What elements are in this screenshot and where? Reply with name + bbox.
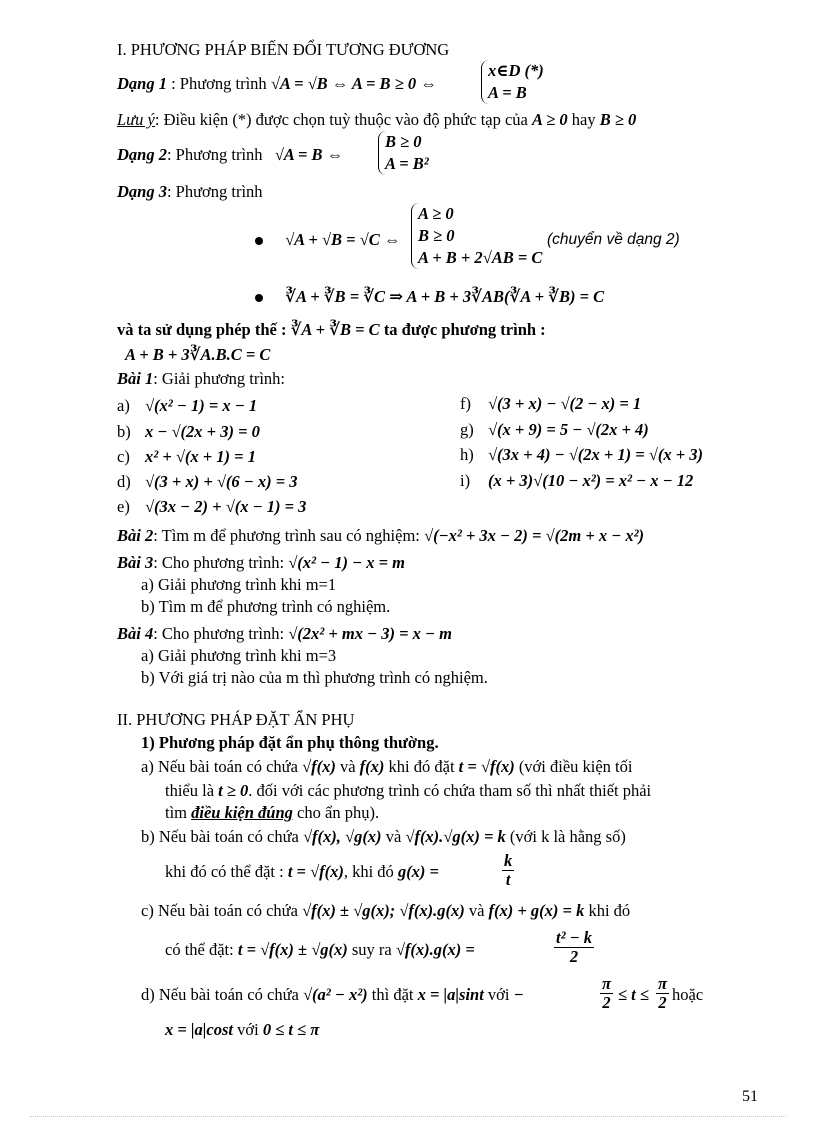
section2-c-text1: c) Nếu bài toán có chứa — [141, 901, 303, 920]
section2-c-line2-text: có thể đặt: — [165, 940, 238, 959]
bai1-item-d — [117, 472, 298, 492]
section2-b-text1: b) Nếu bài toán có chứa — [141, 827, 303, 846]
bai1-item-b-formula: x − √(2x + 3) = 0 — [145, 422, 260, 441]
bai4-label: Bài 4 — [117, 624, 154, 643]
bai1-item-f-key: f) — [460, 394, 471, 413]
section2-a-line2-formula: t ≥ 0 — [218, 781, 249, 800]
bai1-item-c-key: c) — [117, 447, 130, 466]
bai4-text: : Cho phương trình: — [153, 624, 289, 643]
section2-c-frac-num: t² − k — [556, 928, 593, 947]
bai1-item-e-key: e) — [117, 497, 130, 516]
bai3-item-a: a) Giải phương trình khi m=1 — [141, 575, 337, 594]
section2-d-line2-text: với — [233, 1020, 263, 1039]
bai1-item-b-key: b) — [117, 422, 131, 441]
section2-d-hoac: hoặc — [672, 985, 704, 1004]
bai1-item-d-key: d) — [117, 472, 131, 491]
page-number: 51 — [742, 1088, 758, 1105]
bai3-text: : Cho phương trình: — [153, 553, 289, 572]
dang3-sys-row2: B ≥ 0 — [418, 226, 455, 245]
dang2-sys-row1: B ≥ 0 — [385, 132, 422, 151]
section2-b-fraction — [502, 852, 514, 889]
section2-d-frac1-den: 2 — [602, 993, 611, 1012]
section2-c-line2 — [165, 940, 475, 960]
bai1-item-a — [117, 396, 257, 416]
dang3-sys-row1: A ≥ 0 — [418, 204, 454, 223]
section2-d-minus: − — [513, 985, 524, 1004]
bai1-item-f-formula: √(3 + x) − √(2 − x) = 1 — [488, 394, 642, 413]
dang1-sys-row2: A = B — [488, 83, 527, 102]
bai1-item-f — [460, 394, 641, 414]
section2-d-line2-formula: x = |a|cost — [165, 1020, 233, 1039]
bai1-item-e — [117, 497, 306, 517]
section2-d-ineq: ≤ t ≤ — [618, 985, 649, 1004]
section2-d-line2-g: 0 ≤ t ≤ π — [262, 1020, 320, 1039]
dang2-formula: √A = B ⇔ — [274, 145, 344, 164]
bai1-item-d-formula: √(3 + x) + √(6 − x) = 3 — [145, 472, 298, 491]
bai1-item-g-formula: √(x + 9) = 5 − √(2x + 4) — [488, 420, 649, 439]
dang3-sys-row3: A + B + 2√AB = C — [418, 248, 543, 267]
section2-c-line2-text2: suy ra — [347, 940, 396, 959]
bai2-formula: √(−x² + 3x − 2) = √(2m + x − x²) — [424, 526, 645, 545]
section2-a-formula1: √f(x) — [302, 757, 336, 776]
thay-line — [117, 320, 546, 340]
dang1-formula: √A = √B ⇔ A = B ≥ 0 ⇔ — [270, 74, 437, 93]
dang2-line — [117, 145, 343, 165]
section2-b-formula1: √f(x), √g(x) — [302, 827, 382, 846]
section2-d-formula2: x = |a|sint — [417, 985, 484, 1004]
section2-a-line3-underlined: điều kiện đúng — [191, 803, 293, 822]
thay-result: A + B + 3∛A.B.C = C — [125, 345, 271, 364]
section2-a-formula2: f(x) — [359, 757, 385, 776]
dang1-sys-row1: x∈D (*) — [488, 61, 544, 80]
section2-b-frac-den: t — [505, 870, 511, 889]
luuy-line — [117, 110, 636, 130]
bai1-item-h-formula: √(3x + 4) − √(2x + 1) = √(x + 3) — [488, 445, 703, 464]
section2-b-line2-text: khi đó có thể đặt : — [165, 862, 288, 881]
section2-a-line3-text2: cho ẩn phụ). — [292, 803, 380, 822]
section2-a-line2-text: thiểu là — [165, 781, 219, 800]
section2-d-frac1-num: π — [602, 974, 612, 993]
bai4-item-b: b) Với giá trị nào của m thì phương trình có nghiệm. — [141, 668, 488, 687]
bai1-text: : Giải phương trình: — [153, 369, 286, 388]
section2-b-line2 — [165, 862, 439, 882]
section2-d-line1 — [141, 985, 524, 1005]
bai1-item-i — [460, 471, 693, 491]
dang3-text: : Phương trình — [166, 182, 263, 201]
bai1-item-c — [117, 447, 256, 467]
section2-b-text2: và — [381, 827, 406, 846]
section2-a-text2: và — [335, 757, 360, 776]
dang3-line — [117, 182, 263, 202]
dang1-line — [117, 74, 437, 94]
bai1-item-g — [460, 420, 649, 440]
luuy-hay: hay — [567, 110, 600, 129]
section2-d-formula1: √(a² − x²) — [302, 985, 368, 1004]
bullet-icon — [255, 237, 263, 245]
luuy-text: : Điều kiện (*) được chọn tuỳ thuộc vào độ phức tạp của — [154, 110, 533, 129]
section2-a-line2 — [165, 781, 651, 801]
bullet-icon — [255, 294, 263, 302]
section2-d-text3: với — [483, 985, 514, 1004]
bai1-item-g-key: g) — [460, 420, 474, 439]
section2-c-line2-formula: t = √f(x) ± √g(x) — [237, 940, 348, 959]
section2-d-fraction1 — [600, 975, 613, 1012]
luuy-formula2: B ≥ 0 — [599, 110, 637, 129]
section2-c-fraction — [554, 929, 594, 966]
dang2-text: : Phương trình — [166, 145, 267, 164]
section2-a-line2-text2: . đối với các phương trình có chứa tham số thì nhất thiết phải — [248, 781, 652, 800]
bai4-formula: √(2x² + mx − 3) = x − m — [288, 624, 452, 643]
section2-b-frac-num: k — [504, 851, 513, 870]
dang3-bullet2 — [255, 287, 604, 307]
dang3-bullet1-formula: √A + √B = √C ⇔ — [285, 230, 401, 249]
bai4-item-a: a) Giải phương trình khi m=3 — [141, 646, 337, 665]
section2-b-line2-g: g(x) = — [397, 862, 439, 881]
section2-d-line2 — [165, 1020, 319, 1040]
section2-c-line1 — [141, 901, 630, 921]
thay-formula: ∛A + ∛B = C — [290, 320, 380, 339]
section1-title: I. PHƯƠNG PHÁP BIẾN ĐỔI TƯƠNG ĐƯƠNG — [117, 40, 450, 59]
bai3-line — [117, 553, 405, 573]
dang3-note: (chuyển về dạng 2) — [547, 231, 680, 248]
dang1-text: : Phương trình — [166, 74, 271, 93]
dang3-label: Dạng 3 — [117, 182, 167, 201]
bai1-heading — [117, 369, 285, 389]
dang2-system — [378, 131, 429, 175]
bai1-item-h-key: h) — [460, 445, 474, 464]
dang3-system — [411, 203, 542, 269]
section2-a-line3-text: tìm — [165, 803, 192, 822]
section2-c-text2: và — [464, 901, 489, 920]
section2-b-formula2: √f(x).√g(x) = k — [405, 827, 506, 846]
section2-b-text3: (với k là hằng số) — [505, 827, 626, 846]
section2-d-text1: d) Nếu bài toán có chứa — [141, 985, 303, 1004]
bai2-line — [117, 526, 644, 546]
bai1-item-i-formula: (x + 3)√(10 − x²) = x² − x − 12 — [488, 471, 694, 490]
luuy-formula1: A ≥ 0 — [532, 110, 568, 129]
bai1-item-a-formula: √(x² − 1) = x − 1 — [145, 396, 258, 415]
section2-c-formula2: f(x) + g(x) = k — [488, 901, 585, 920]
section2-title: II. PHƯƠNG PHÁP ĐẶT ẨN PHỤ — [117, 710, 355, 729]
section2-b-line1 — [141, 827, 626, 847]
section2-a-text1: a) Nếu bài toán có chứa — [141, 757, 303, 776]
bai1-item-i-key: i) — [460, 471, 471, 490]
bai2-text: : Tìm m để phương trình sau có nghiệm: — [153, 526, 425, 545]
dang1-system — [481, 60, 544, 104]
section2-d-frac2-num: π — [658, 974, 668, 993]
bai1-item-a-key: a) — [117, 396, 130, 415]
bai4-line — [117, 624, 452, 644]
section2-b-line2-formula: t = √f(x) — [287, 862, 344, 881]
section2-c-frac-den: 2 — [569, 947, 579, 966]
dang3-bullet1 — [255, 230, 400, 250]
section2-sub1: 1) Phương pháp đặt ẩn phụ thông thường. — [141, 733, 439, 752]
section2-c-line2-g: √f(x).g(x) = — [395, 940, 475, 959]
thay-text: và ta sử dụng phép thế : — [117, 320, 291, 339]
bai2-label: Bài 2 — [117, 526, 154, 545]
bai1-label: Bài 1 — [117, 369, 154, 388]
page-bottom-divider — [30, 1116, 786, 1117]
section2-d-text2: thì đặt — [367, 985, 418, 1004]
section2-d-fraction2 — [656, 975, 669, 1012]
section2-d-frac2-den: 2 — [658, 993, 667, 1012]
luuy-label: Lưu ý — [117, 110, 155, 129]
section2-b-line2-text2: , khi đó — [343, 862, 398, 881]
section2-a-text3: khi đó đặt — [384, 757, 459, 776]
bai3-formula: √(x² − 1) − x = m — [288, 553, 405, 572]
section2-a-line1 — [141, 757, 632, 777]
section2-c-text3: khi đó — [584, 901, 631, 920]
thay-text2: ta được phương trình : — [379, 320, 546, 339]
bai3-label: Bài 3 — [117, 553, 154, 572]
section2-a-text4: (với điều kiện tối — [514, 757, 633, 776]
dang2-sys-row2: A = B² — [385, 154, 429, 173]
dang2-label: Dạng 2 — [117, 145, 167, 164]
bai1-item-c-formula: x² + √(x + 1) = 1 — [145, 447, 256, 466]
dang1-label: Dạng 1 — [117, 74, 167, 93]
section2-a-line3 — [165, 803, 379, 823]
section2-a-formula3: t = √f(x) — [458, 757, 515, 776]
bai1-item-h — [460, 445, 703, 465]
dang3-bullet2-formula: ∛A + ∛B = ∛C ⇒ A + B + 3∛AB(∛A + ∛B) = C — [285, 287, 605, 306]
bai3-item-b: b) Tìm m để phương trình có nghiệm. — [141, 597, 391, 616]
bai1-item-e-formula: √(3x − 2) + √(x − 1) = 3 — [145, 497, 307, 516]
section2-c-formula1: √f(x) ± √g(x); √f(x).g(x) — [302, 901, 465, 920]
bai1-item-b — [117, 422, 260, 442]
